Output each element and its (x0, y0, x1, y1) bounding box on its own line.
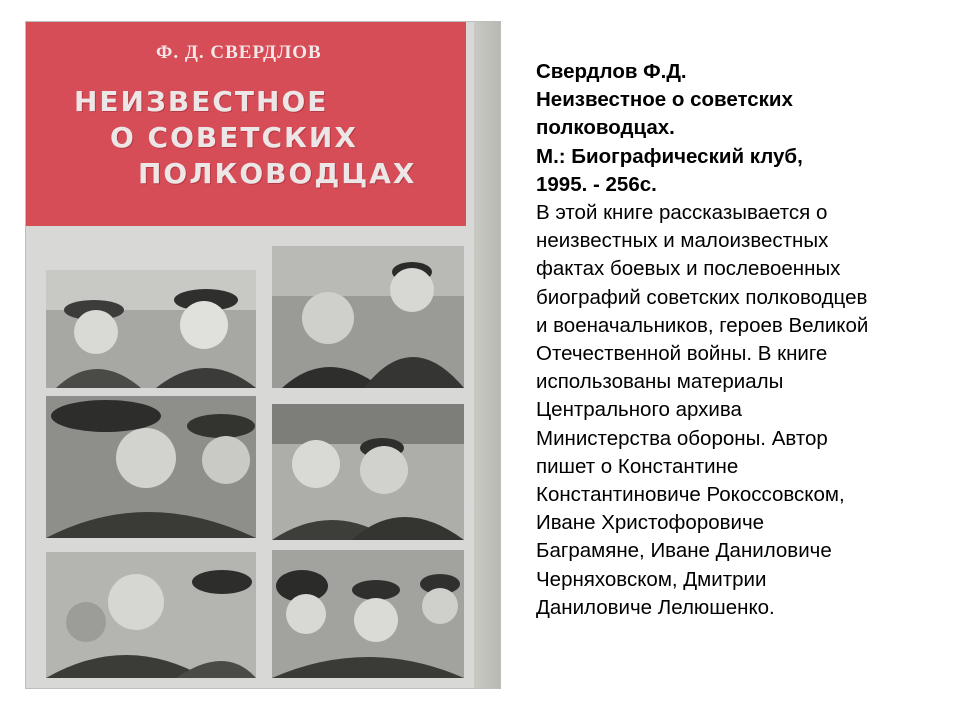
description-line: Иване Христофоровиче (536, 511, 765, 535)
book-year-pages: 1995. - 256с. (536, 172, 657, 196)
description-line: Центрального архива (536, 398, 742, 422)
description-line: и военачальников, героев Великой (536, 313, 869, 337)
cover-photo-3 (46, 396, 256, 538)
description-line: неизвестных и малоизвестных (536, 229, 829, 253)
cover-author: Ф. Д. СВЕРДЛОВ (156, 42, 322, 63)
description-line: Отечественной войны. В книге (536, 342, 828, 366)
cover-photo-4 (272, 404, 464, 540)
book-page-edge (474, 22, 500, 688)
description-line: использованы материалы (536, 370, 784, 394)
description-line: пишет о Константине (536, 454, 739, 478)
cover-photo-5 (46, 552, 256, 678)
description-line: Константиновиче Рокоссовском, (536, 483, 845, 507)
description-line: фактах боевых и послевоенных (536, 257, 841, 281)
book-cover (26, 22, 474, 688)
description-line: Даниловиче Лелюшенко. (536, 595, 775, 619)
description-line: биографий советских полководцев (536, 285, 868, 309)
cover-red-band (26, 22, 466, 226)
description-line: Министерства обороны. Автор (536, 426, 828, 450)
cover-title-line-1: НЕИЗВЕСТНОЕ (74, 85, 329, 118)
cover-photo-1 (46, 270, 256, 388)
cover-title-line-3: ПОЛКОВОДЦАХ (138, 157, 417, 190)
cover-photo-6 (272, 550, 464, 678)
description-line: Баграмяне, Иване Даниловиче (536, 539, 832, 563)
book-title-line-1: Неизвестное о советских (536, 88, 793, 112)
cover-title-line-2: О СОВЕТСКИХ (110, 121, 358, 154)
description-line: Черняховском, Дмитрии (536, 567, 767, 591)
book-description (536, 58, 946, 622)
book-publisher: М.: Биографический клуб, (536, 144, 803, 168)
book-cover-photo (26, 22, 500, 688)
cover-photo-2 (272, 246, 464, 388)
description-line: В этой книге рассказывается о (536, 201, 828, 225)
book-title-line-2: полководцах. (536, 116, 675, 140)
book-author: Свердлов Ф.Д. (536, 60, 687, 83)
